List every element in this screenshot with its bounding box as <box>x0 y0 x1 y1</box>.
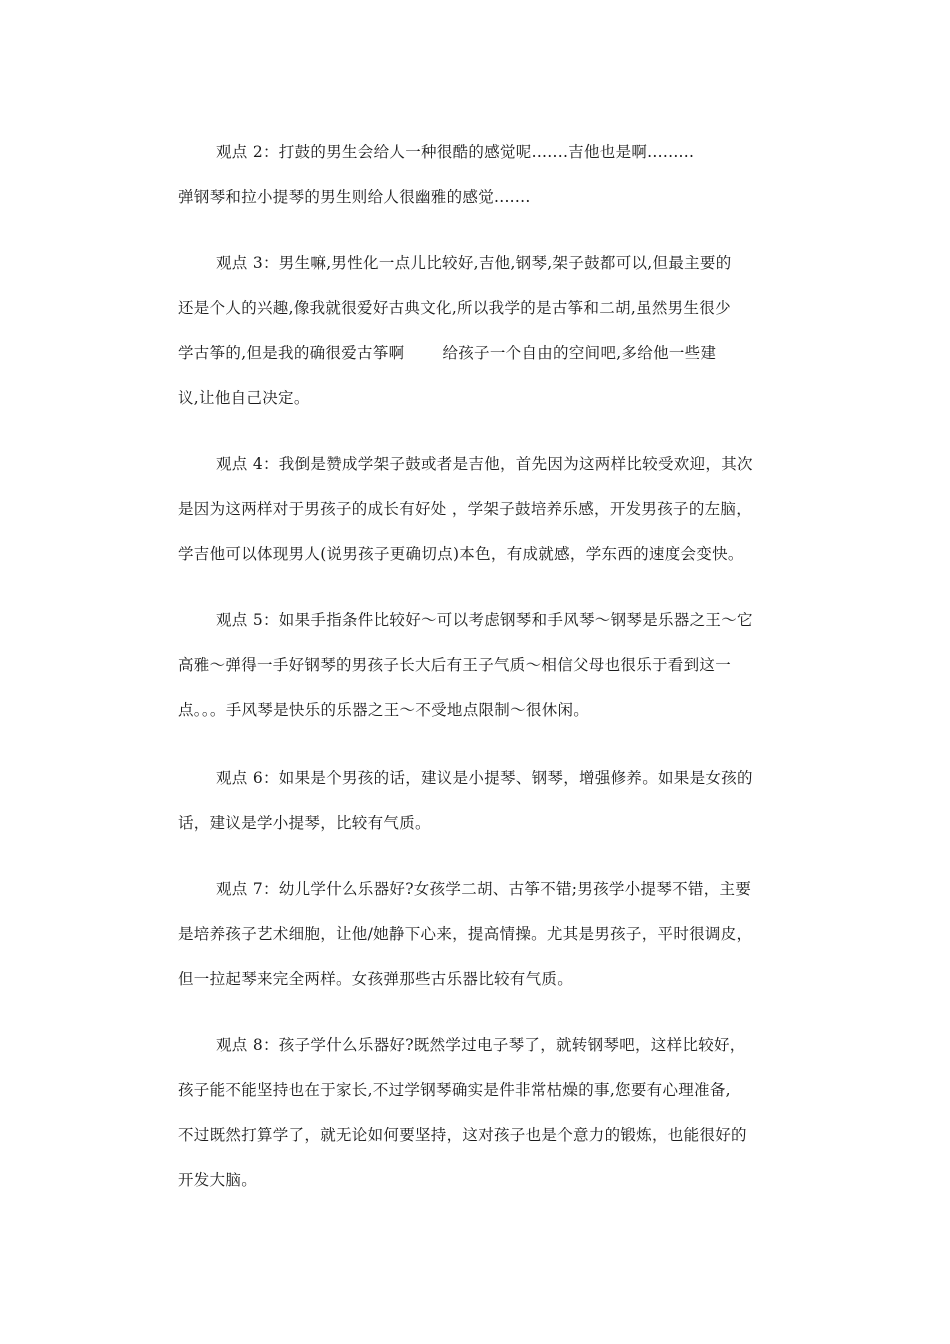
paragraph-viewpoint-3 <box>178 241 778 421</box>
paragraph-line: 但一拉起琴来完全两样。女孩弹那些古乐器比较有气质。 <box>178 970 574 988</box>
paragraph-line: 话，建议是学小提琴，比较有气质。 <box>178 814 431 832</box>
paragraph-line: 不过既然打算学了，就无论如何要坚持，这对孩子也是个意力的锻炼，也能很好的 <box>178 1126 747 1144</box>
line-segment: 学古筝的,但是我的确很爱古筝啊 <box>178 344 405 362</box>
paragraph-line: 观点 3：男生嘛,男性化一点儿比较好,吉他,钢琴,架子鼓都可以,但最主要的 <box>216 254 732 272</box>
paragraph-line: 观点 5：如果手指条件比较好～可以考虑钢琴和手风琴～钢琴是乐器之王～它 <box>216 611 753 629</box>
paragraph-viewpoint-2 <box>178 130 778 220</box>
paragraph-line: 点。。。手风琴是快乐的乐器之王～不受地点限制～很休闲。 <box>178 701 590 719</box>
paragraph-viewpoint-6 <box>178 756 778 846</box>
paragraph-viewpoint-8 <box>178 1023 778 1203</box>
paragraph-line: 议,让他自己决定。 <box>178 389 310 407</box>
paragraph-line: 是培养孩子艺术细胞，让他/她静下心来，提高情操。尤其是男孩子，平时很调皮， <box>178 925 753 943</box>
paragraph-line: 还是个人的兴趣,像我就很爱好古典文化,所以我学的是古筝和二胡,虽然男生很少 <box>178 299 731 317</box>
paragraph-line: 观点 2：打鼓的男生会给人一种很酷的感觉呢.......吉他也是啊......... <box>216 143 695 161</box>
paragraph-line: 孩子能不能坚持也在于家长,不过学钢琴确实是件非常枯燥的事,您要有心理准备, <box>178 1081 731 1099</box>
paragraph-line: 是因为这两样对于男孩子的成长有好处 ，学架子鼓培养乐感，开发男孩子的左脑， <box>178 500 753 518</box>
paragraph-line-combined <box>178 331 778 376</box>
paragraph-line: 弹钢琴和拉小提琴的男生则给人很幽雅的感觉....... <box>178 188 531 206</box>
paragraph-viewpoint-7 <box>178 867 778 1002</box>
paragraph-line: 学吉他可以体现男人(说男孩子更确切点)本色，有成就感，学东西的速度会变快。 <box>178 545 744 563</box>
paragraph-line: 观点 8：孩子学什么乐器好?既然学过电子琴了，就转钢琴吧，这样比较好， <box>216 1036 746 1054</box>
paragraph-line: 观点 6：如果是个男孩的话，建议是小提琴、钢琴，增强修养。如果是女孩的 <box>216 769 753 787</box>
paragraph-line: 开发大脑。 <box>178 1171 258 1189</box>
line-segment: 给孩子一个自由的空间吧,多给他一些建 <box>442 344 717 362</box>
paragraph-line: 观点 4：我倒是赞成学架子鼓或者是吉他，首先因为这两样比较受欢迎，其次 <box>216 455 753 473</box>
paragraph-line: 观点 7：幼儿学什么乐器好?女孩学二胡、古筝不错;男孩学小提琴不错，主要 <box>216 880 752 898</box>
paragraph-line: 高雅～弹得一手好钢琴的男孩子长大后有王子气质～相信父母也很乐于看到这一 <box>178 656 732 674</box>
paragraph-viewpoint-4 <box>178 442 778 577</box>
paragraph-viewpoint-5 <box>178 598 778 733</box>
